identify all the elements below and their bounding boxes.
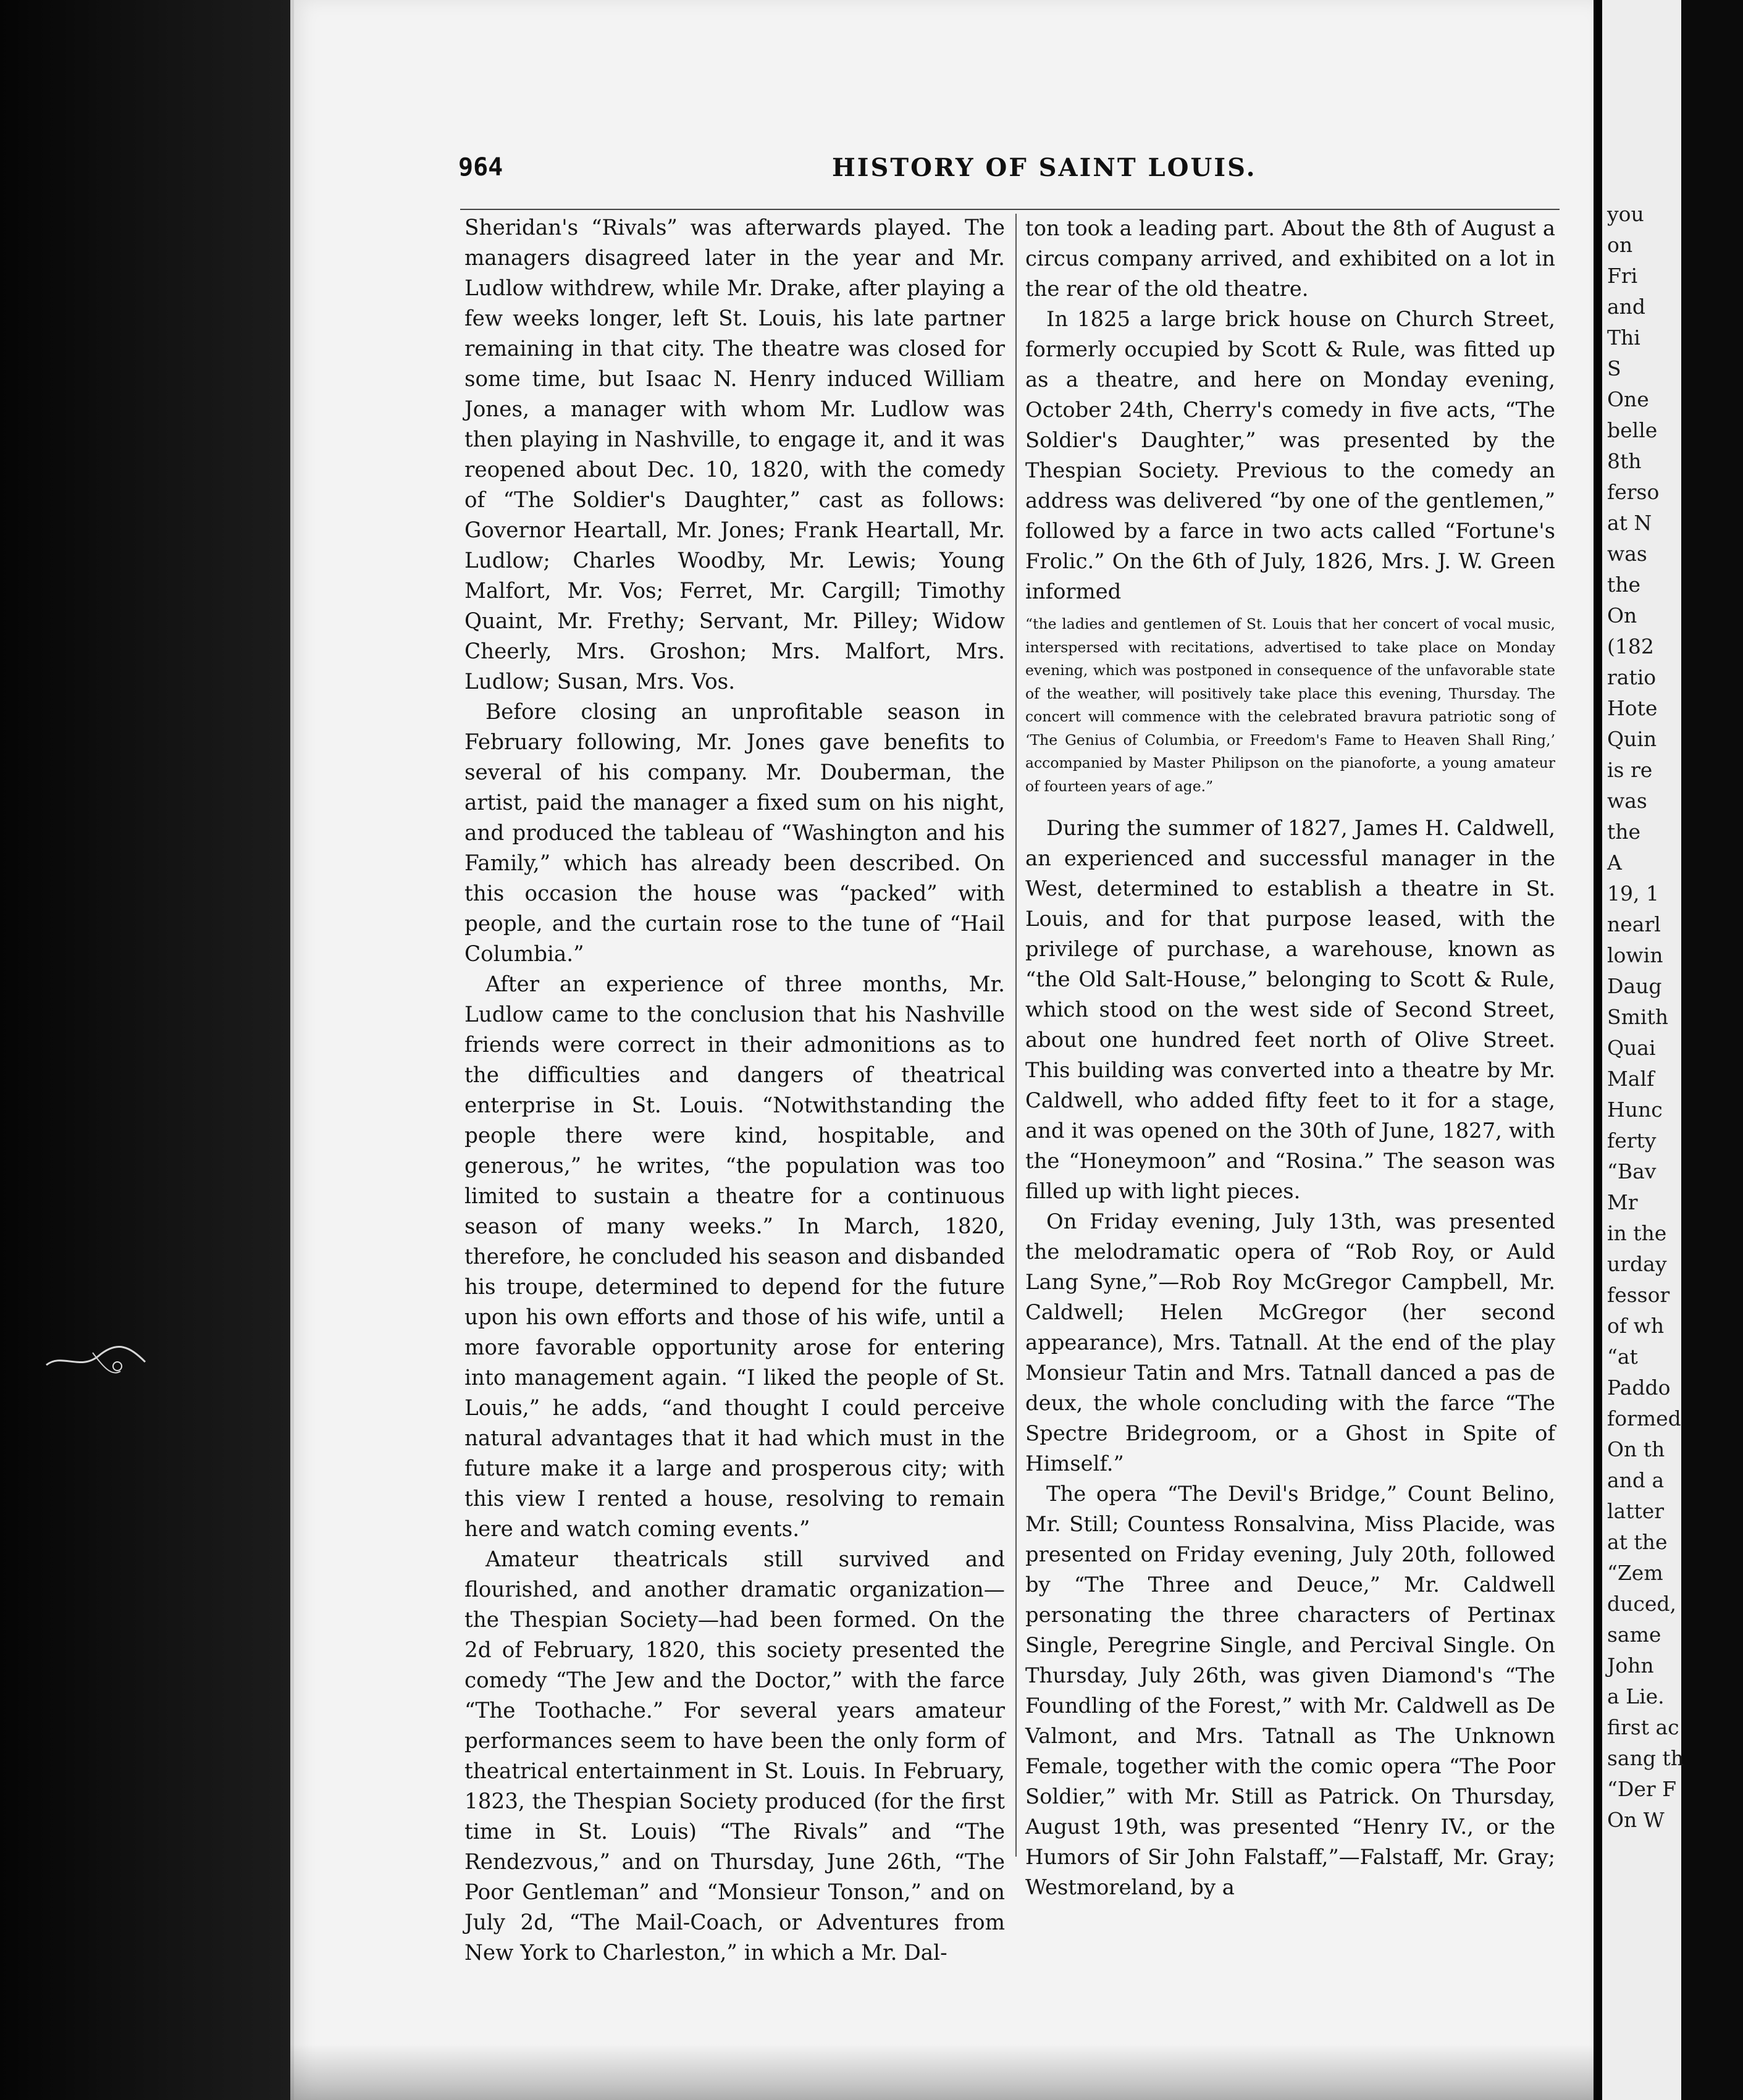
adjacent-page-line: ferty (1607, 1128, 1657, 1153)
page-bottom-shadow (290, 2044, 1594, 2100)
adjacent-page-line: fessor (1607, 1283, 1670, 1307)
loose-thread-mark (43, 1328, 148, 1384)
adjacent-page-line: Malf (1607, 1067, 1655, 1091)
adjacent-page-edge (1594, 0, 1684, 2100)
adjacent-page-line: formed (1607, 1406, 1681, 1430)
adjacent-page-line: Smith (1607, 1005, 1668, 1029)
adjacent-page-line: 8th (1607, 449, 1642, 473)
running-head: HISTORY OF SAINT LOUIS. (832, 153, 1257, 182)
adjacent-page-line: On W (1607, 1808, 1665, 1832)
adjacent-page-line: Fri (1607, 264, 1638, 288)
adjacent-page-line: duced, (1607, 1592, 1677, 1616)
page-number: 964 (458, 153, 503, 182)
adjacent-page-line: is re (1607, 758, 1653, 782)
adjacent-page-line: on (1607, 233, 1633, 257)
paragraph: Amateur theatricals still survived and flourished, and another dramatic organization—the Thespian Society—had been formed. On the 2d of February, 1820, this society presented the comedy “The Jew and the Doctor,” with the farce “The Toothache.” For several years amateur performances seem to have been the only form of theatrical entertainment in St. Louis. In February, 1823, the Thespian Society produced (for the first time in St. Louis) “The Rivals” and “The Rendezvous,” and on Thursday, June 26th, “The Poor Gentleman” and “Monsieur Tonson,” and on July 2d, “The Mail-Coach, or Adventures from New York to Charleston,” in which a Mr. Dal- (464, 1547, 1005, 1965)
adjacent-page-line: “Der F (1607, 1777, 1677, 1801)
column-divider (1015, 214, 1017, 1857)
left-column (464, 213, 1005, 1968)
adjacent-page-line: the (1607, 573, 1641, 597)
adjacent-page-line: in the (1607, 1221, 1667, 1245)
adjacent-page-line: Hote (1607, 696, 1658, 720)
adjacent-page-line: and (1607, 295, 1646, 319)
paragraph: Before closing an unprofitable season in February following, Mr. Jones gave benefits to several of his company. Mr. Douberman, the artist, paid the manager a fixed sum on his night, and produced the tableau of “Washington and his Family,” which has already been described. On this occasion the house was “packed” with people, and the curtain rose to the tune of “Hail Columbia.” (464, 700, 1005, 967)
adjacent-page-line: “at (1607, 1345, 1638, 1369)
adjacent-page-line: at N (1607, 511, 1652, 535)
adjacent-page-line: Thi (1607, 326, 1640, 350)
adjacent-page-line: a Lie. (1607, 1684, 1665, 1708)
header-rule (460, 209, 1560, 210)
paragraph: After an experience of three months, Mr. Ludlow came to the conclusion that his Nashville friends were correct in their admonitions as to the difficulties and dangers of theatrical enterprise in St. Louis. “Notwithstanding the people there were kind, hospitable, and generous,” he writes, “the population was too limited to sustain a theatre for a continuous season of many weeks.” In March, 1820, therefore, he concluded his season and disbanded his troupe, determined to depend for the future upon his own efforts and those of his wife, until a more favorable opportunity arose for entering into management again. “I liked the people of St. Louis,” he adds, “and thought I could perceive natural advantages that it had which must in the future make it a large and prosperous city; with this view I rented a house, resolving to remain here and watch coming events.” (464, 972, 1005, 1542)
adjacent-page-line: ferso (1607, 480, 1660, 504)
adjacent-page-text (1607, 199, 1743, 1836)
adjacent-page-line: urday (1607, 1252, 1667, 1276)
scan-background-left (0, 0, 290, 2100)
paragraph: In 1825 a large brick house on Church Street, formerly occupied by Scott & Rule, was fitted up as a theatre, and here on Monday evening, October 24th, Cherry's comedy in five acts, “The Soldier's Daughter,” was presented by the Thespian Society. Previous to the comedy an address was delivered “by one of the gentlemen,” followed by a farce in two acts called “Fortune's Frolic.” On the 6th of July, 1826, Mrs. J. W. Green informed (1025, 307, 1555, 603)
adjacent-page-line: Quin (1607, 727, 1657, 751)
adjacent-page-line: ratio (1607, 665, 1657, 689)
paragraph: The opera “The Devil's Bridge,” Count Belino, Mr. Still; Countess Ronsalvina, Miss Placide, was presented on Friday evening, July 20th, followed by “The Three and Deuce,” Mr. Caldwell personating the three characters of Pertinax Single, Peregrine Single, and Percival Single. On Thursday, July 26th, was given Diamond's “The Foundling of the Forest,” with Mr. Caldwell as De Valmont, and Mrs. Tatnall as The Unknown Female, together with the comic opera “The Poor Soldier,” with Mr. Still as Patrick. On Thursday, August 19th, was presented “Henry IV., or the Humors of Sir John Falstaff,”—Falstaff, Mr. Gray; Westmoreland, by a (1025, 1482, 1555, 1899)
adjacent-page-line: belle (1607, 418, 1658, 442)
adjacent-page-line: lowin (1607, 943, 1663, 967)
block-quote: “the ladies and gentlemen of St. Louis that her concert of vocal music, interspersed with recitations, advertised to take place on Monday evening, which was postponed in consequence of the unfavorable state of the weather, will positively take place this evening, Thursday. The concert will commence with the celebrated bravura patriotic song of ‘The Genius of Columbia, or Freedom's Fame to Heaven Shall Ring,’ accompanied by Master Philipson on the pianoforte, a young amateur of fourteen years of age.” (1025, 615, 1555, 795)
adjacent-page-line: you (1607, 202, 1644, 226)
adjacent-page-line: On th (1607, 1437, 1665, 1461)
adjacent-page-line: John (1607, 1653, 1654, 1678)
adjacent-page-line: Mr (1607, 1190, 1638, 1214)
adjacent-page-line: “Bav (1607, 1159, 1657, 1183)
right-column (1025, 213, 1555, 1902)
adjacent-page-line: “Zem (1607, 1561, 1663, 1585)
adjacent-page-line: Quai (1607, 1036, 1656, 1060)
adjacent-page-line: S (1607, 356, 1621, 380)
adjacent-page-line: sang th (1607, 1746, 1684, 1770)
paragraph: ton took a leading part. About the 8th of August a circus company arrived, and exhibited on a lot in the rear of the old theatre. (1025, 216, 1555, 301)
adjacent-page-line: was (1607, 789, 1647, 813)
adjacent-page-line: and a (1607, 1468, 1665, 1492)
paragraph: On Friday evening, July 13th, was presented the melodramatic opera of “Rob Roy, or Auld Lang Syne,”—Rob Roy McGregor Campbell, Mr. Caldwell; Helen McGregor (her second appearance), Mrs. Tatnall. At the end of the play Monsieur Tatin and Mrs. Tatnall danced a pas de deux, the whole concluding with the farce “The Spectre Bridegroom, or a Ghost in Spite of Himself.” (1025, 1209, 1555, 1476)
adjacent-page-line: same (1607, 1623, 1661, 1647)
adjacent-page-line: nearl (1607, 912, 1661, 936)
adjacent-page-line: Hunc (1607, 1098, 1663, 1122)
adjacent-page-line: Daug (1607, 974, 1662, 998)
adjacent-page-line: the (1607, 820, 1641, 844)
adjacent-page-line: (182 (1607, 634, 1654, 658)
adjacent-page-line: On (1607, 603, 1637, 628)
adjacent-page-line: of wh (1607, 1314, 1665, 1338)
page-header (458, 153, 1564, 190)
paragraph: During the summer of 1827, James H. Caldwell, an experienced and successful manager in the West, determined to establish a theatre in St. Louis, and for that purpose leased, with the privilege of purchase, a warehouse, known as “the Old Salt-House,” belonging to Scott & Rule, which stood on the west side of Second Street, about one hundred feet north of Olive Street. This building was converted into a theatre by Mr. Caldwell, who added fifty feet to it for a stage, and it was opened on the 30th of June, 1827, with the “Honeymoon” and “Rosina.” The season was filled up with light pieces. (1025, 816, 1555, 1203)
adjacent-page-line: was (1607, 542, 1647, 566)
adjacent-page-line: Paddo (1607, 1376, 1671, 1400)
adjacent-page-line: at the (1607, 1530, 1668, 1554)
adjacent-page-line: One (1607, 387, 1649, 411)
adjacent-page-line: latter (1607, 1499, 1665, 1523)
adjacent-page-line: 19, 1 (1607, 881, 1659, 905)
paragraph: Sheridan's “Rivals” was afterwards played. The managers disagreed later in the year and Mr. Ludlow withdrew, while Mr. Drake, after playing a few weeks longer, left St. Louis, his late partner remaining in that city. The theatre was closed for some time, but Isaac N. Henry induced William Jones, a manager with whom Mr. Ludlow was then playing in Nashville, to engage it, and it was reopened about Dec. 10, 1820, with the comedy of “The Soldier's Daughter,” cast as follows: Governor Heartall, Mr. Jones; Frank Heartall, Mr. Ludlow; Charles Woodby, Mr. Lewis; Young Malfort, Mr. Vos; Ferret, Mr. Cargill; Timothy Quaint, Mr. Frethy; Servant, Mr. Pilley; Widow Cheerly, Mrs. Groshon; Mrs. Malfort, Mrs. Ludlow; Susan, Mrs. Vos. (464, 216, 1005, 694)
adjacent-page-line: A (1607, 850, 1622, 875)
adjacent-page-line: first ac (1607, 1715, 1679, 1739)
